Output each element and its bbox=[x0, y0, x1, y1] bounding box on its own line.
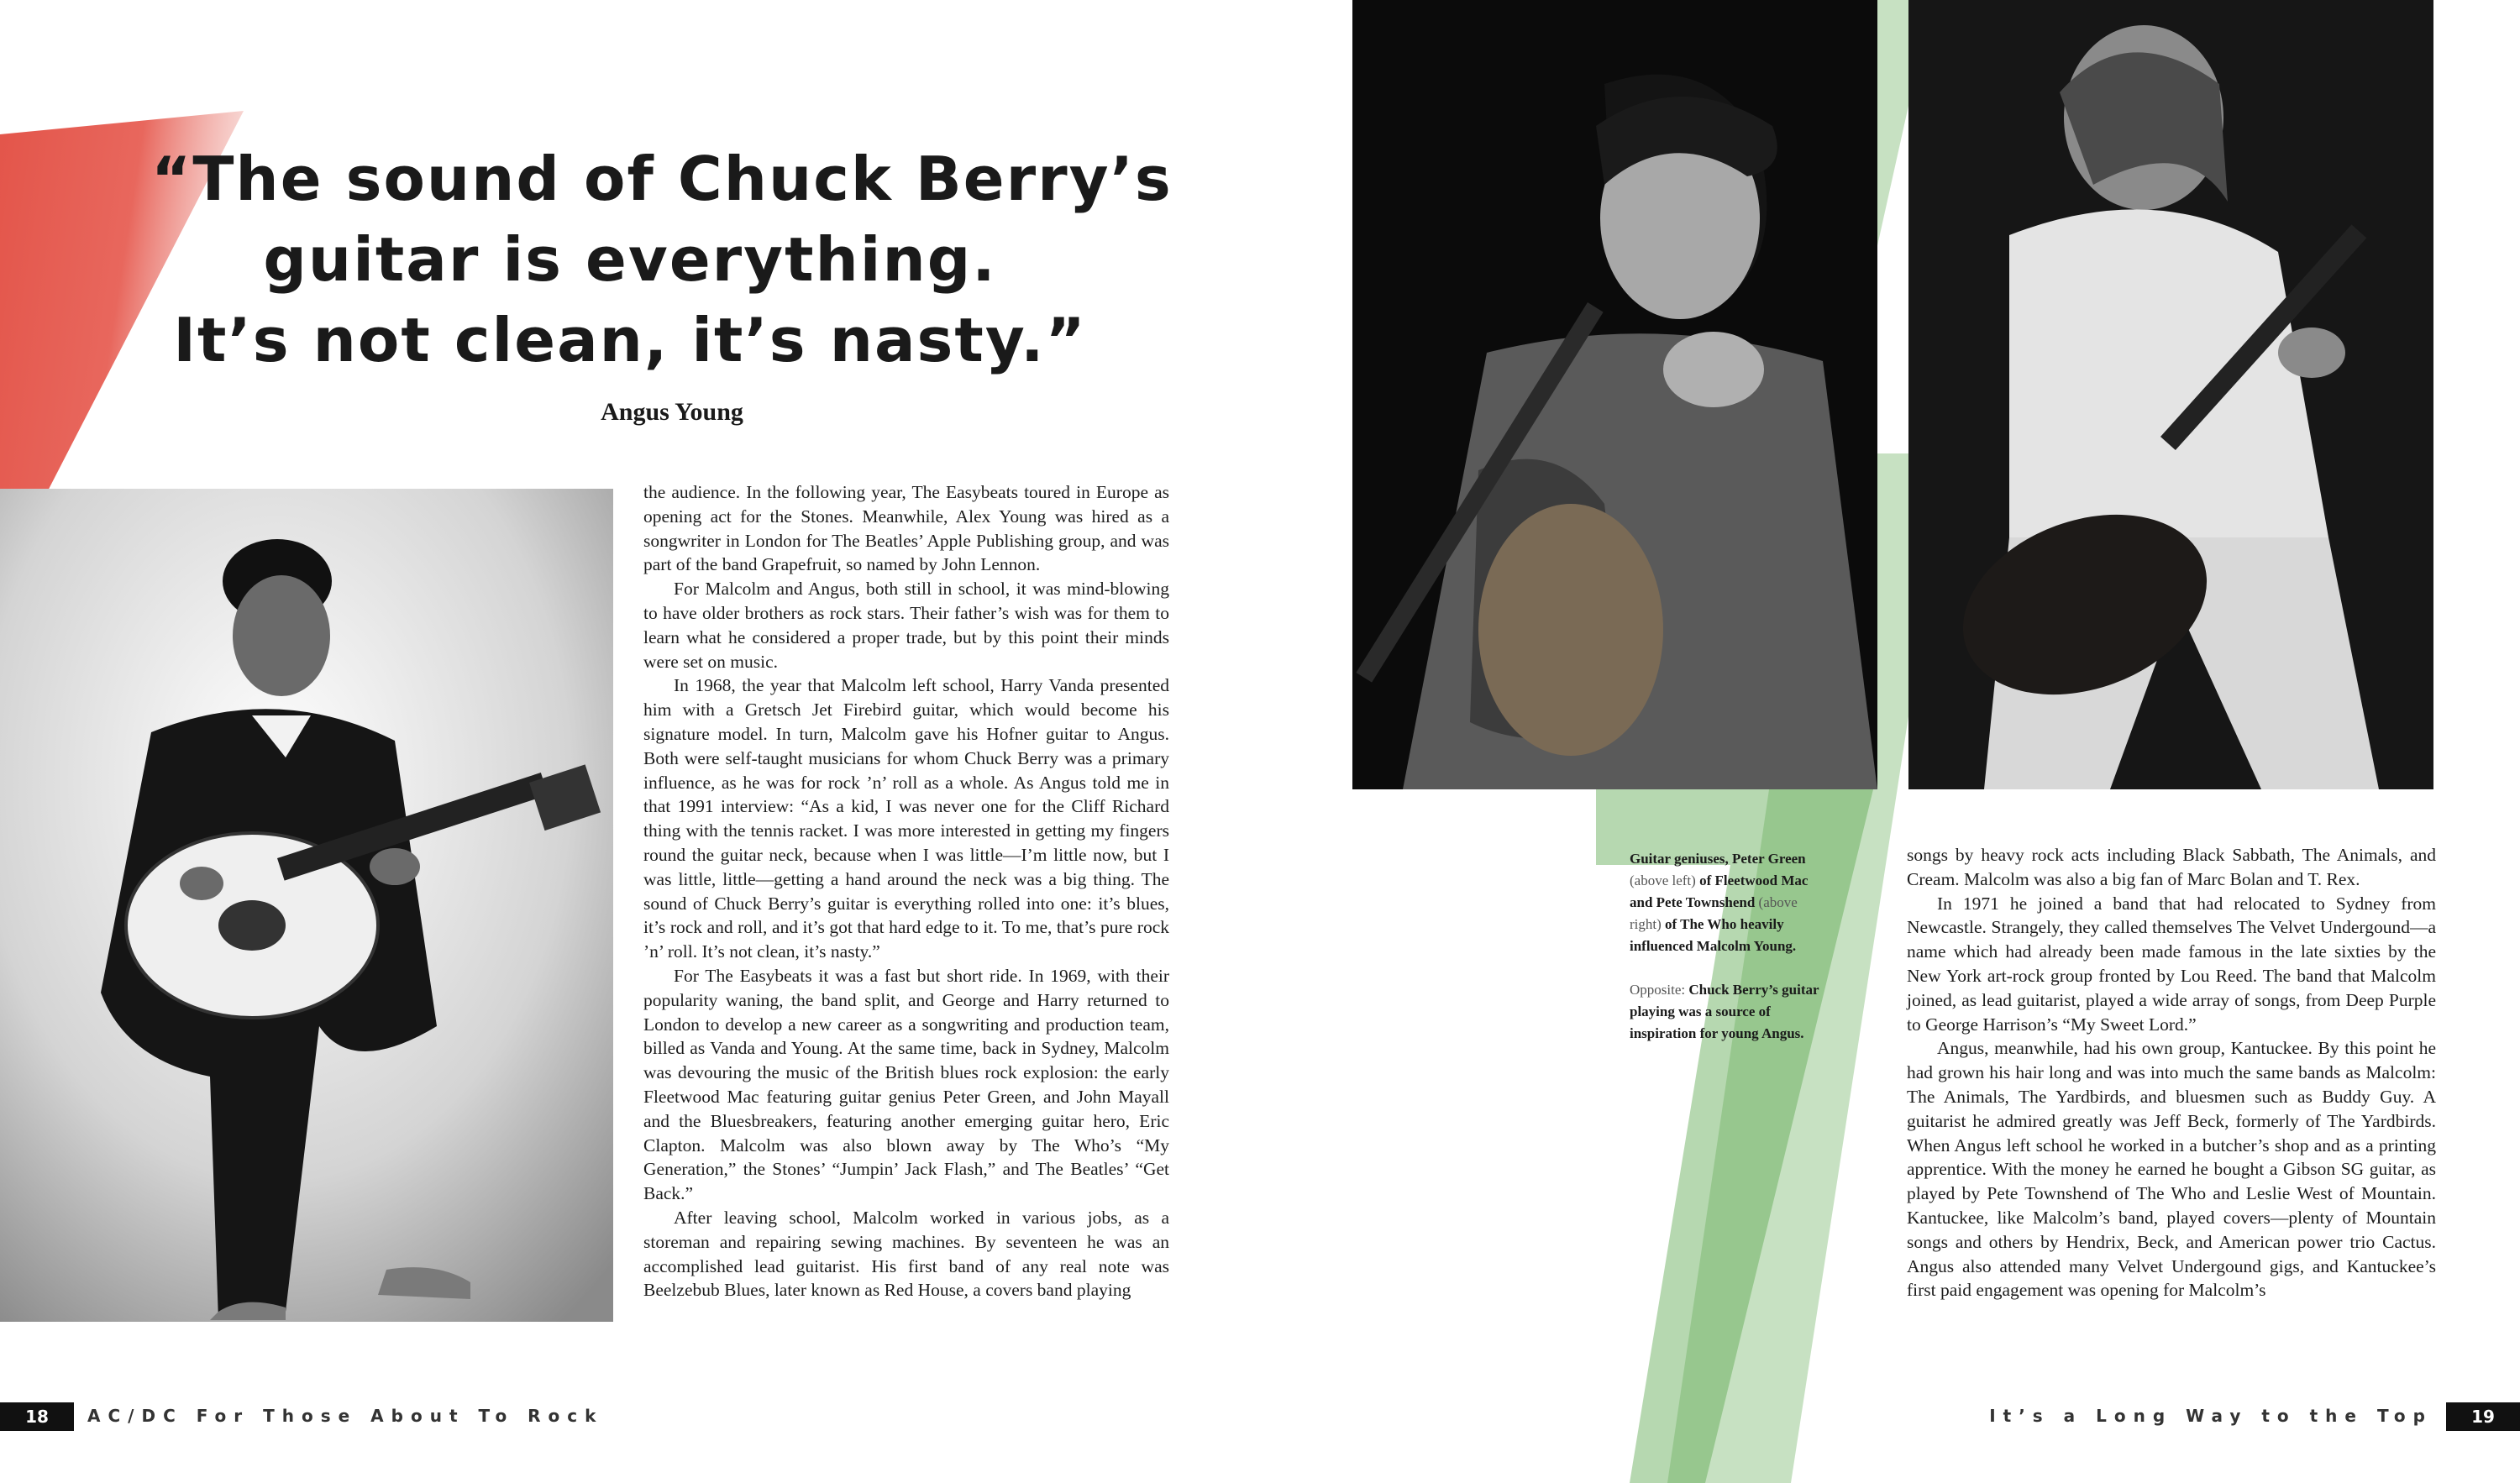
pull-quote-line: guitar is everything. bbox=[263, 224, 997, 295]
paragraph: For Malcolm and Angus, both still in school, it was mind-blowing to have older brothers as rock stars. Their father’s wish was for them to learn what he considered a proper trade, but by this point their minds were set on music. bbox=[643, 579, 1169, 672]
caption-text: (above right) bbox=[1630, 894, 1798, 932]
running-footer-left: AC/DC For Those About To Rock bbox=[87, 1406, 604, 1426]
paragraph: the audience. In the following year, The Easybeats toured in Europe as opening act for the Stones. Meanwhile, Alex Young was hired as a songwriter in London for The Beatles’ Apple Publishing group, and was part of the band Grapefruit, so named by John Lennon. bbox=[643, 482, 1169, 575]
peter-green-photo bbox=[1352, 0, 1877, 789]
paragraph: Angus, meanwhile, had his own group, Kantuckee. By this point he had grown his hair long and was into much the same bands as Malcolm: The Animals, The Yardbirds, and bluesmen such as Buddy Guy. A guitarist he admired greatly was Jeff Beck, formerly of The Yardbirds. When Angus left school he worked in a butcher’s shop and as a printing apprentice. With the money he earned he bought a Gibson SG guitar, as played by Pete Townshend of The Who and Leslie West of Mountain. Kantuckee, like Malcolm’s band, played covers—plenty of Mountain songs and others by Hendrix, Beck, and American power trio Cactus. Angus also attended many Velvet Undergound gigs, and Kantuckee’s first paid engagement was opening for Malcolm’s bbox=[1907, 1038, 2436, 1301]
photo-caption bbox=[1630, 848, 1831, 1045]
caption-text: Chuck Berry’s guitar playing was a source of inspiration for young Angus. bbox=[1630, 982, 1819, 1041]
paragraph: For The Easybeats it was a fast but short ride. In 1969, with their popularity waning, the band split, and George and Harry returned to London to develop a new career as a songwriting and production team, billed as Vanda and Young. At the same time, back in Sydney, Malcolm was devouring the music of the British blues rock explosion: the early Fleetwood Mac featuring guitar genius Peter Green, and John Mayall and the Bluesbreakers, featuring another emerging guitar hero, Eric Clapton. Malcolm was also blown away by The Who’s “My Generation,” the Stones’ “Jumpin’ Jack Flash,” and The Beatles’ “Get Back.” bbox=[643, 965, 1169, 1204]
quote-attribution: Angus Young bbox=[601, 398, 743, 426]
pull-quote bbox=[151, 139, 1173, 380]
page-number-left: 18 bbox=[0, 1402, 74, 1431]
caption-text: of Fleetwood Mac and Pete Townshend bbox=[1630, 873, 1809, 910]
caption-text: Opposite: bbox=[1630, 982, 1686, 998]
paragraph: In 1971 he joined a band that had relocated to Sydney from Newcastle. Strangely, they called themselves The Velvet Undergound—a name which had already been made famous in the late sixties by the New York art-rock group fronted by Lou Reed. The band that Malcolm joined, as lead guitarist, played a wide array of songs, from Deep Purple to George Harrison’s “My Sweet Lord.” bbox=[1907, 893, 2436, 1035]
caption-text: (above left) bbox=[1630, 873, 1696, 888]
body-text-left-column bbox=[643, 480, 1169, 1302]
pete-townshend-photo bbox=[1908, 0, 2433, 789]
paragraph: After leaving school, Malcolm worked in various jobs, as a storeman and repairing sewing machines. By seventeen he was an accomplished lead guitarist. His first band of any real note was Beelzebub Blues, later known as Red House, a covers band playing bbox=[643, 1207, 1169, 1301]
pull-quote-line: It’s not clean, it’s nasty.” bbox=[173, 305, 1087, 375]
page-number-right: 19 bbox=[2446, 1402, 2520, 1431]
caption-text: Guitar geniuses, Peter Green bbox=[1630, 851, 1806, 867]
pull-quote-line: “The sound of Chuck Berry’s bbox=[151, 144, 1173, 214]
body-text-right-column bbox=[1907, 843, 2436, 1302]
chuck-berry-photo bbox=[0, 489, 613, 1322]
paragraph: songs by heavy rock acts including Black Sabbath, The Animals, and Cream. Malcolm was also a big fan of Marc Bolan and T. Rex. bbox=[1907, 845, 2436, 889]
caption-text: of The Who heavily influenced Malcolm Young. bbox=[1630, 916, 1797, 954]
running-footer-right: It’s a Long Way to the Top bbox=[1989, 1406, 2433, 1426]
paragraph: In 1968, the year that Malcolm left school, Harry Vanda presented him with a Gretsch Jet Firebird guitar, which would become his signature model. In turn, Malcolm gave his Hofner guitar to Angus. Both were self-taught musicians for whom Chuck Berry was a primary influence, as he was for rock ’n’ roll as a whole. As Angus told me in that 1991 interview: “As a kid, I was never one for the Cliff Richard thing with the tennis racket. I was more interested in getting my fingers round the guitar neck, because when I was little—I’m little now, but I was little, little—getting a hand around the neck was a big thing. The sound of Chuck Berry’s guitar is everything rolled into one: it’s blues, it’s rock and roll, and it’s got that hard edge to it. To me, that’s pure rock ’n’ roll. It’s not clean, it’s nasty.” bbox=[643, 675, 1169, 962]
